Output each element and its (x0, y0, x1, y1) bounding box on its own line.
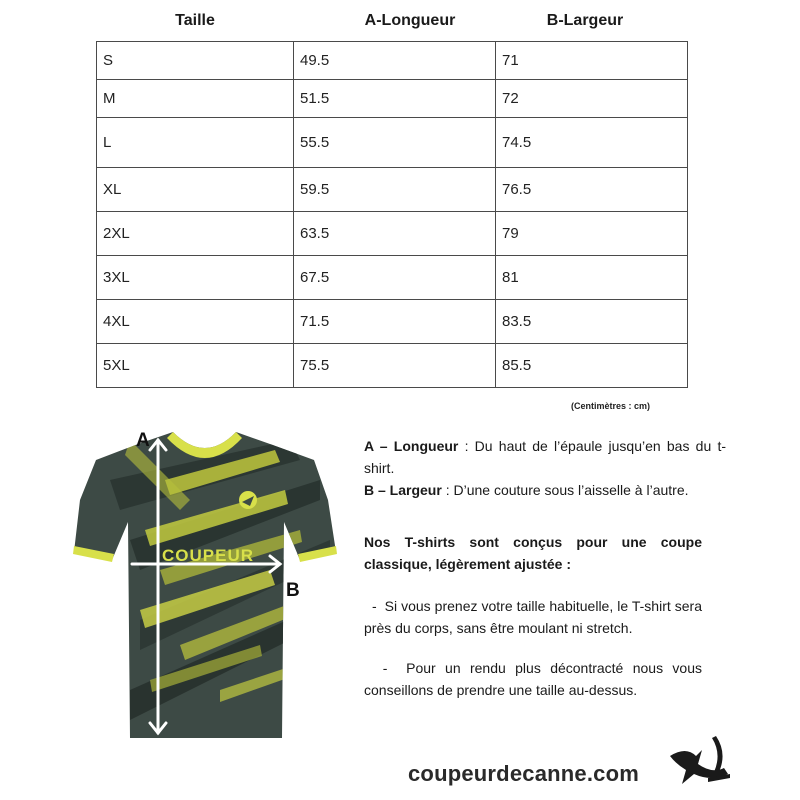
length-description (364, 435, 726, 479)
column-header-largeur: B-Largeur (546, 12, 624, 29)
column-header-longueur: A-Longueur (364, 12, 456, 29)
length-cell: 67.5 (294, 256, 496, 300)
table-row (97, 80, 688, 118)
label-a: A (136, 430, 150, 451)
fit-point-1: - Si vous prenez votre taille habituelle, le T-shirt sera près du corps, sans être moulant ni stretch. (364, 598, 706, 636)
table-row (97, 344, 688, 388)
table-row (97, 256, 688, 300)
size-cell: 4XL (97, 300, 294, 344)
site-url[interactable]: coupeurdecanne.com (408, 761, 639, 786)
width-cell: 83.5 (496, 300, 688, 344)
table-row (97, 42, 688, 80)
label-b: B (286, 580, 300, 601)
width-cell: 74.5 (496, 118, 688, 168)
length-cell: 51.5 (294, 80, 496, 118)
length-cell: 71.5 (294, 300, 496, 344)
column-header-taille: Taille (175, 12, 215, 29)
table-row (97, 168, 688, 212)
brand-logo-icon (668, 734, 732, 786)
size-cell: L (97, 118, 294, 168)
length-cell: 49.5 (294, 42, 496, 80)
width-term: B – Largeur (364, 482, 442, 498)
width-cell: 79 (496, 212, 688, 256)
unit-note: (Centimètres : cm) (571, 401, 651, 411)
table-row (97, 300, 688, 344)
width-cell: 85.5 (496, 344, 688, 388)
fit-point-2: - Pour un rendu plus décontracté nous vous conseillons de prendre une taille au-dessus. (364, 660, 706, 698)
size-cell: 3XL (97, 256, 294, 300)
size-cell: 5XL (97, 344, 294, 388)
jersey-chest-text: COUPEUR (162, 546, 255, 565)
width-cell: 72 (496, 80, 688, 118)
width-cell: 71 (496, 42, 688, 80)
size-cell: S (97, 42, 294, 80)
size-table (96, 41, 688, 388)
length-cell: 75.5 (294, 344, 496, 388)
length-term: A – Longueur (364, 438, 459, 454)
size-cell: 2XL (97, 212, 294, 256)
length-cell: 59.5 (294, 168, 496, 212)
fit-heading: Nos T-shirts sont conçus pour une coupe classique, légèrement ajustée : (364, 534, 702, 572)
length-cell: 63.5 (294, 212, 496, 256)
size-cell: XL (97, 168, 294, 212)
table-row (97, 118, 688, 168)
size-cell: M (97, 80, 294, 118)
width-cell: 81 (496, 256, 688, 300)
width-text: : D’une couture sous l’aisselle à l’autre. (441, 482, 689, 498)
length-cell: 55.5 (294, 118, 496, 168)
length-text: : Du haut de l’épaule jusqu’en bas du t-shirt. (364, 438, 726, 476)
width-description (364, 479, 726, 501)
width-cell: 76.5 (496, 168, 688, 212)
table-row (97, 212, 688, 256)
